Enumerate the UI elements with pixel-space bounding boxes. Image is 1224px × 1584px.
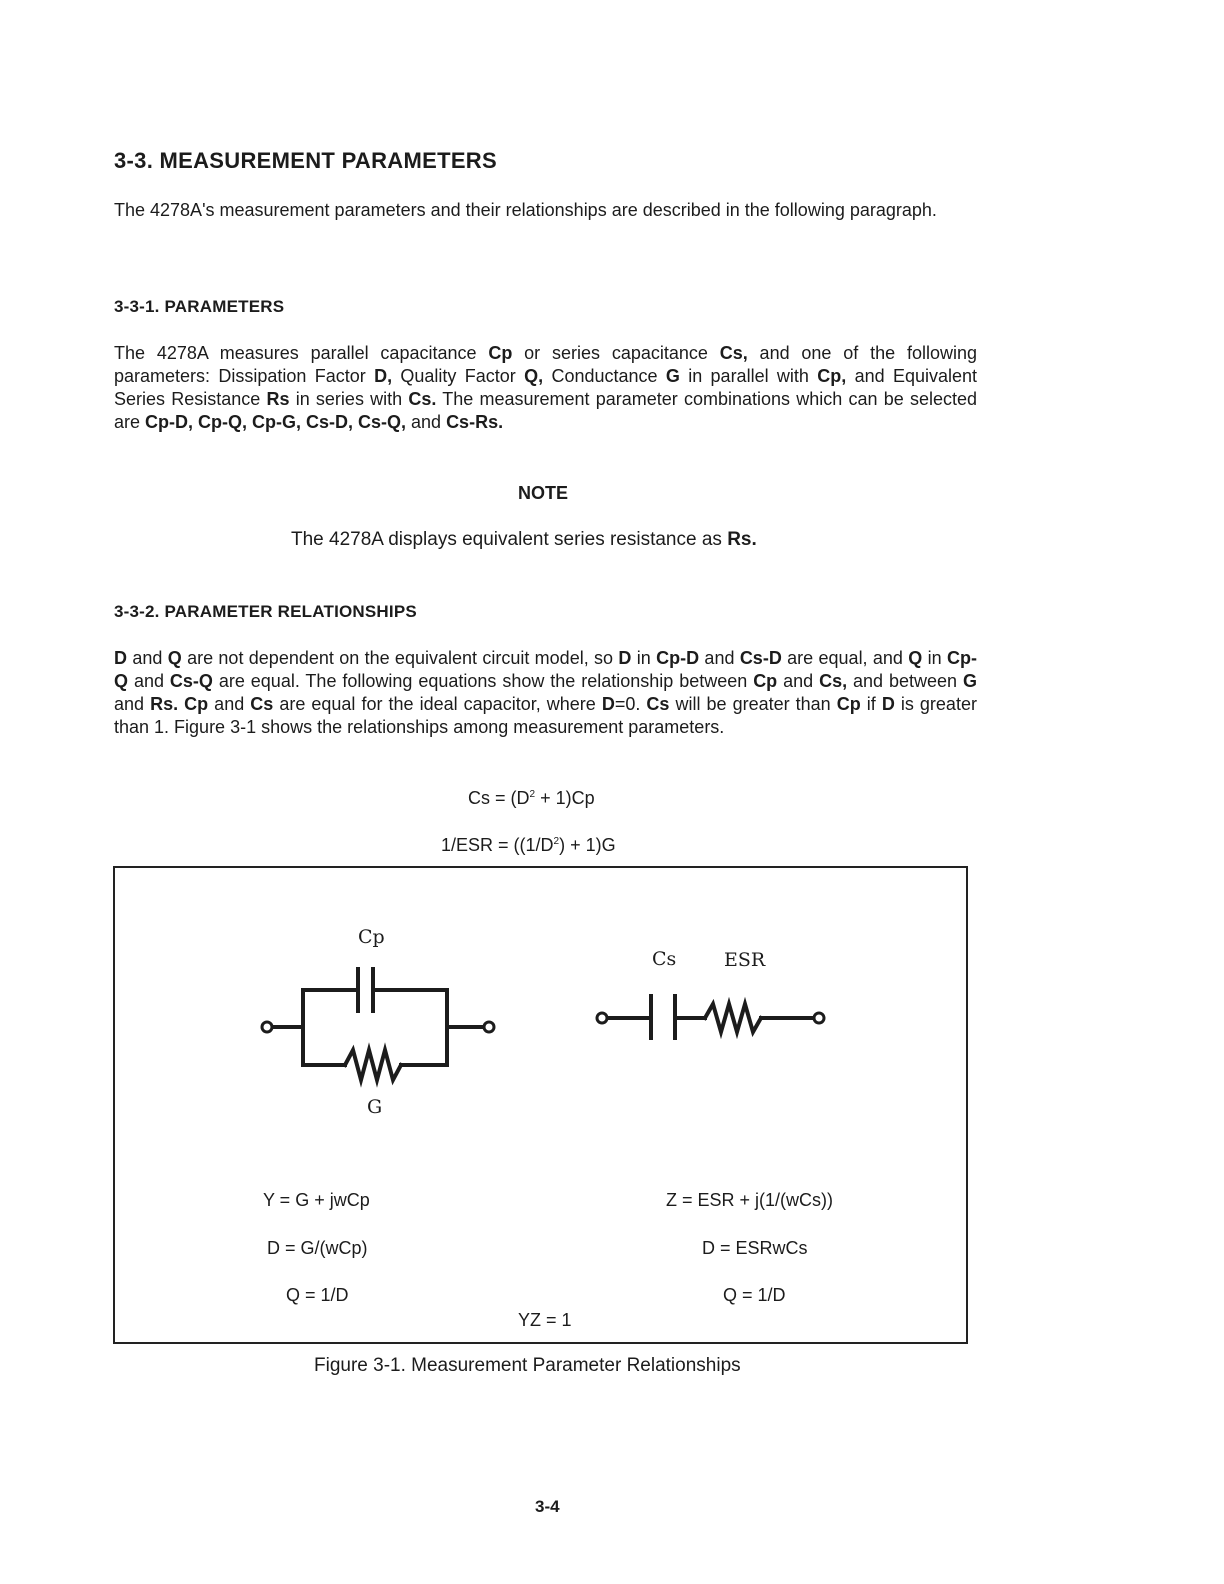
text-run: will be greater than (669, 694, 837, 714)
note-body (291, 529, 757, 551)
terminal-right-b (814, 1013, 824, 1023)
terminal-left-a (262, 1022, 272, 1032)
bold-run: Cp, (817, 366, 847, 386)
relationships-paragraph (114, 647, 977, 739)
text-run: in series with (289, 389, 409, 409)
text-run: are equal. The following equations show the relationship between (212, 671, 754, 691)
text-run: is greater than 1. Figure 3-1 shows the relationships among measurement parameters. (114, 694, 977, 737)
eq-yz: YZ = 1 (518, 1310, 572, 1330)
text-run: or series capacitance (512, 343, 720, 363)
series-circuit (597, 996, 824, 1038)
text-run: if (860, 694, 882, 714)
bold-run: Rs. (727, 529, 757, 550)
bold-run: Cs, (819, 671, 848, 691)
bold-run: Cs. (408, 389, 437, 409)
text-run: and (128, 671, 170, 691)
text-run: Quality Factor (392, 366, 525, 386)
bold-run: D (114, 648, 127, 668)
text-run: and (699, 648, 740, 668)
intro-paragraph: The 4278A's measurement parameters and their relationships are described in the following paragraph. (114, 200, 937, 220)
parameters-paragraph (114, 342, 977, 434)
text-run: and (127, 648, 168, 668)
text-run: Conductance (543, 366, 666, 386)
relationships-heading: 3-3-2. PARAMETER RELATIONSHIPS (114, 602, 417, 621)
text-run: are not dependent on the equivalent circuit model, so (181, 648, 619, 668)
bold-run: Q (167, 648, 182, 668)
section-title: 3-3. MEASUREMENT PARAMETERS (114, 148, 497, 173)
bold-run: Rs. (150, 694, 179, 714)
eq-q-series: Q = 1/D (723, 1285, 786, 1305)
eq-impedance: Z = ESR + j(1/(wCs)) (666, 1190, 834, 1210)
label-cs: Cs (652, 948, 677, 970)
label-g: G (367, 1096, 383, 1118)
resistor-g (345, 1050, 401, 1080)
bold-run: Q (908, 648, 923, 668)
text-run: The 4278A displays equivalent series resistance as (291, 529, 728, 550)
resistor-esr (705, 1004, 761, 1032)
terminal-left-b (597, 1013, 607, 1023)
text-run: + 1)Cp (535, 788, 595, 808)
label-cp: Cp (358, 926, 385, 948)
eq-d-series: D = ESRwCs (702, 1238, 808, 1258)
terminal-right-a (484, 1022, 494, 1032)
parameters-heading: 3-3-1. PARAMETERS (114, 297, 285, 316)
circuit-diagrams (115, 868, 966, 1342)
bold-run: G (962, 671, 977, 691)
equation-esr (441, 835, 616, 856)
text-run: and (777, 671, 820, 691)
figure-caption: Figure 3-1. Measurement Parameter Relationships (314, 1355, 741, 1376)
bold-run: G (665, 366, 680, 386)
bold-run: Cs (250, 694, 274, 714)
text-run: in (631, 648, 657, 668)
text-run: and (114, 694, 151, 714)
text-run: and one of the following parameters: Dissipation Factor (114, 343, 977, 386)
text-run: =0. (614, 694, 647, 714)
text-run: and Equivalent Series Resistance (114, 366, 977, 409)
bold-run: D (601, 694, 615, 714)
bold-run: Cs, (719, 343, 748, 363)
eq-q-parallel: Q = 1/D (286, 1285, 349, 1305)
bold-run: Rs (266, 389, 290, 409)
bold-run: Cp-D, Cp-Q, Cp-G, Cs-D, Cs-Q, (145, 412, 407, 432)
bold-run: Cp-D (656, 648, 700, 668)
page-number: 3-4 (535, 1497, 560, 1516)
bold-run: Cs-Q (169, 671, 213, 691)
text-run: The 4278A measures parallel capacitance (114, 343, 489, 363)
parallel-circuit (262, 969, 494, 1080)
text-run: in (922, 648, 947, 668)
bold-run: Cp (184, 694, 209, 714)
text-run: are equal for the ideal capacitor, where (273, 694, 602, 714)
eq-d-parallel: D = G/(wCp) (267, 1238, 368, 1258)
eq-admittance: Y = G + jwCp (263, 1190, 370, 1210)
equation-cs (468, 788, 595, 809)
text-run: 1/ESR = ((1/D (441, 835, 554, 855)
bold-run: D (618, 648, 632, 668)
bold-run: Cp (836, 694, 861, 714)
note-heading: NOTE (518, 483, 569, 503)
text-run: ) + 1)G (559, 835, 616, 855)
text-run: and (406, 412, 447, 432)
text-run: Cs = (D (468, 788, 530, 808)
text-run: and (208, 694, 251, 714)
label-esr: ESR (724, 949, 766, 971)
superscript: 2 (529, 789, 536, 800)
bold-run: Cs-Rs. (446, 412, 504, 432)
text-run: are equal, and (781, 648, 909, 668)
bold-run: Cs (646, 694, 670, 714)
bold-run: Cs-D (739, 648, 782, 668)
bold-run: Q, (524, 366, 544, 386)
figure-3-1 (113, 866, 968, 1344)
bold-run: D, (374, 366, 393, 386)
bold-run: Cp (488, 343, 513, 363)
bold-run: Cp-Q (114, 648, 977, 691)
text-run: and between (847, 671, 963, 691)
text-run: in parallel with (679, 366, 818, 386)
bold-run: D (881, 694, 895, 714)
superscript: 2 (553, 836, 560, 847)
bold-run: Cp (753, 671, 778, 691)
text-run: The measurement parameter combinations which can be selected are (114, 389, 977, 432)
